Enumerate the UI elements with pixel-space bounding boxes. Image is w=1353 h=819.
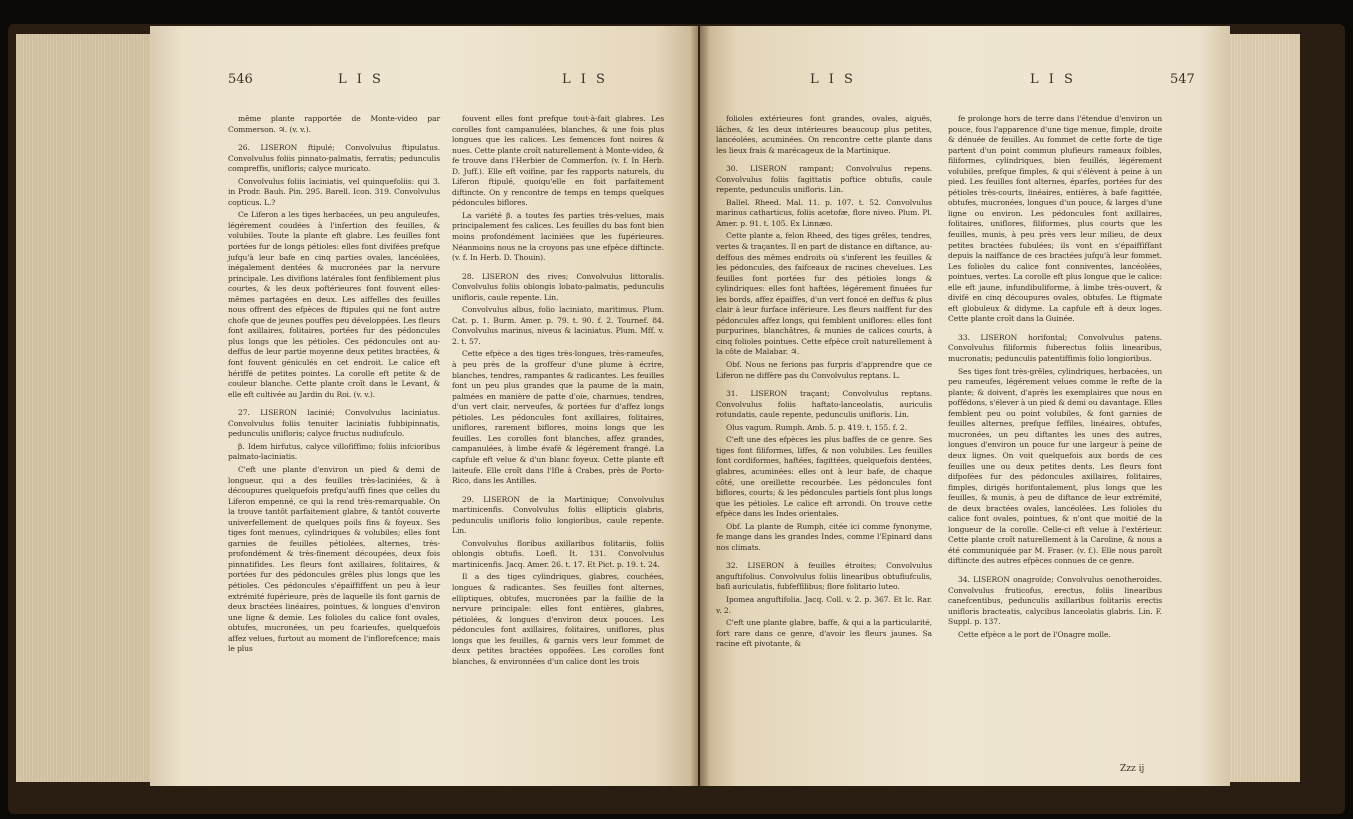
paragraph: Convolvulus albus, folio laciniato, maritimus. Plum. Cat. p. 1. Burm. Amer. p. 79. t. 90. f. 2. Tournef. 84. Convolvulus marinus, niveus & laciniatus. Plum. Mff. v. 2. t. 57. <box>452 305 664 346</box>
left-running-head-1: L I S <box>338 72 384 87</box>
right-running-head-2: L I S <box>1030 72 1076 87</box>
right-column-2 <box>948 114 1162 642</box>
paragraph: 28. LISERON des rives; Convolvulus littoralis. Convolvulus foliis oblongis lobato-palmatis, pedunculis unifloris, caule repente. Lin. <box>452 271 664 302</box>
signature-mark: Zzz ij <box>1120 764 1145 774</box>
paragraph: C'eft une plante d'environ un pied & demi de longueur, qui a des feuilles très-laciniées, & à découpures quelquefois prefqu'auffi fines que celles du Liferon empenné, ce qui la rend très-remarquable. On la trouve tantôt parfaitement glabre, & tantôt couverte univerfellement de quelques poils fins & foyeux. Ses tiges font menues, cylindriques & volubiles; elles font garnies de feuilles pétiolées, alternes, très-profondément & très-finement découpées, deux fois pinnatifides. Les fleurs font axillaires, folitaires, & portées fur des pédoncules grêles plus longs que les pétioles. Ces pédoncules s'épaiffiffent un peu à leur extrémité fupérieure, près de laquelle ils font garnis de deux bractées linéaires, pointues, & longues d'environ une ligne & demie. Les folioles du calice font ovales, obtufes, mucronées, un peu fcarieufes, quelquefois affez velues, furtout au moment de l'inflorefcence; mais le plus <box>228 464 440 654</box>
right-column-1 <box>716 114 932 652</box>
paragraph: folioles extérieures font grandes, ovales, aiguës, lâches, & les deux intérieures beaucoup plus petites, lancéolées, acuminées. On rencontre cette plante dans les lieux frais & marécageux de la Martinique. <box>716 114 932 155</box>
paragraph: Convolvulus floribus axillaribus folitariis, foliis oblongis obtufis. Loefl. It. 131. Convolvulus martinicenfis. Jacq. Amer. 26. t. 17. Et Pict. p. 19. t. 24. <box>452 538 664 569</box>
paragraph: 29. LISERON de la Martinique; Convolvulus martinicenfis. Convolvulus foliis ellipticis glabris, pedunculis unifloris folio longioribus, caule repente. Lin. <box>452 494 664 536</box>
paragraph: Cette efpèce a des tiges très-longues, très-rameufes, à peu près de la groffeur d'une plume à écrire, blanches, tendres, rampantes & radicantes. Les feuilles font un peu plus grandes que la paume de la main, palmées en manière de patte d'oie, charnues, tendres, d'un vert clair, nerveufes, & portées fur d'affez longs pétioles. Les pédoncules font axillaires, folitaires, uniflores, rarement biflores, moins longs que les feuilles. Les corolles font blanches, affez grandes, campanulées, à limbe évafé & légérement frangé. La capfule eft velue & d'un blanc foyeux. Cette plante eft laiteufe. Elle croît dans l'Ifle à Crabes, près de Porto-Rico, dans les Antilles. <box>452 349 664 486</box>
left-column-2 <box>452 114 664 669</box>
paragraph: même plante rapportée de Monte-video par Commerson. ♃. (v. v.). <box>228 114 440 134</box>
paragraph: fe prolonge hors de terre dans l'étendue d'environ un pouce, fous l'apparence d'une tige menue, fimple, droite & dénuée de feuilles. Au fommet de cette forte de tige partent d'un point commun plufieurs rameaux foibles, filiformes, cylindriques, bien feuillés, légérement volubiles, prefque fimples, & qui s'élèvent à peine à un pied. Les feuilles font alternes, éparfes, portées fur des pétioles très-courts, linéaires, entières, à bafe fagittée, obtufes, mucronées, longues d'un pouce, & larges d'une ligne ou environ. Les pédoncules font axillaires, folitaires, uniflores, filiformes, plus courts que les feuilles, munis, à peu près vers leur milieu, de deux petites bractées fubulées; ils vont en s'épaiffiffant depuis la naiffance de ces bractées jufqu'à leur fommet. Les folioles du calice font conniventes, lancéolées, pointues, vertes. La corolle eft plus longue que le calice: elle eft jaune, infundibuliforme, à limbe très-ouvert, & divifé en cinq découpures ovales, obtufes. Le ftigmate eft globuleux & didyme. La capfule eft à deux loges. Cette plante croît dans la Guinée. <box>948 114 1162 324</box>
paragraph: 30. LISERON rampant; Convolvulus repens. Convolvulus foliis fagittatis poftice obtufis, caule repente, pedunculis unifloris. Lin. <box>716 164 932 195</box>
paragraph: Obf. Nous ne ferions pas furpris d'apprendre que ce Liferon ne diffère pas du Convolvulus reptans. L. <box>716 360 932 380</box>
paragraph: La variété β. a toutes fes parties très-velues, mais principalement fes calices. Les feuilles du bas font bien moins profondément laciniées que les fupérieures. Néanmoins nous ne la croyons pas une efpèce diftincte. (v. f. In Herb. D. Thouin). <box>452 210 664 263</box>
left-page <box>150 26 698 786</box>
right-page-number: 547 <box>1170 72 1195 87</box>
left-column-1 <box>228 114 440 657</box>
paragraph: Ipomea anguftifolia. Jacq. Coll. v. 2. p. 367. Et Ic. Rar. v. 2. <box>716 594 932 615</box>
paragraph: β. Idem hirfutus, calyce villofiffimo; foliis infcioribus palmato-laciniatis. <box>228 441 440 462</box>
paragraph: 31. LISERON traçant; Convolvulus reptans. Convolvulus foliis haftato-lanceolatis, auriculis rotundatis, caule repente, pedunculis unifloris. Lin. <box>716 389 932 420</box>
paragraph: Ballel. Rheed. Mal. 11. p. 107. t. 52. Convolvulus marinus catharticus, foliis acetofæ, flore niveo. Plum. Pl. Amer. p. 91. t. 105. Ex Linnæo. <box>716 197 932 228</box>
paragraph: Olus vagum. Rumph. Amb. 5. p. 419. t. 155. f. 2. <box>726 422 907 432</box>
paragraph: 32. LISERON à feuilles étroites; Convolvulus anguftifolius. Convolvulus foliis linearibus obtufiufculis, bafi auriculatis, fubfeffilibus; flore folitario luteo. <box>716 561 932 592</box>
right-page <box>700 26 1230 786</box>
paragraph: Ses tiges font très-grêles, cylindriques, herbacées, un peu rameufes, légérement velues comme le refte de la plante; & doivent, d'après les exemplaires que nous en poffédons, s'élever à un pied & demi ou davantage. Elles femblent peu ou point volubiles, & font garnies de feuilles alternes, prefque feffiles, linéaires, obtufes, mucronées, un peu diftantes les unes des autres, longues d'environ un pouce fur une largeur à peine de deux lignes. On voit quelquefois aux bords de ces feuilles une ou deux petites dents. Les fleurs font difpofées fur des pédoncules axillaires, folitaires, fimples, dirigés horifontalement, plus longs que les feuilles, & munis, à peu de diftance de leur extrémité, de deux bractées ovales, lancéolées. Les folioles du calice font ovales, pointues, & n'ont que moitié de la longueur de la corolle. Celle-ci eft velue à l'extérieur. Cette plante croît naturellement à la Caroline, & nous a été communiquée par M. Fraser. (v. f.). Elle nous paroît diftincte des autres efpèces connues de ce genre. <box>948 366 1162 566</box>
paragraph: 34. LISERON onagroïde; Convolvulus oenotheroides. Convolvulus fruticofus, erectus, foliis linearibus canefcentibus, pedunculis axillaribus folitariis erectis unifloris bracteatis, calycibus lanceolatis glabris. Lin. F. Suppl. p. 137. <box>948 574 1162 627</box>
paragraph: C'eft une des efpèces les plus baffes de ce genre. Ses tiges font filiformes, liffes, & non volubiles. Les feuilles font cordiformes, haftées, fagittées, quelquefois dentées, glabres, acuminées: elles ont à leur bafe, de chaque côté, une oreillette recourbée. Les pédoncules font biflores, courts; & les pédoncules partiels font plus longs que les pétioles. Le calice eft arrondi. On trouve cette efpèce dans les Indes orientales. <box>716 435 932 519</box>
paragraph: fouvent elles font prefque tout-à-fait glabres. Les corolles font campanulées, blanches, & une fois plus longues que les calices. Les femences font noires & nues. Cette plante croît naturellement à Monte-video, & fe trouve dans l'Herbier de Commerfon. (v. f. In Herb. D. Juff.). Elle eft voifine, par fes rapports naturels, du Liferon ftipulé, quoiqu'elle en foit parfaitement diftincte. On y rencontre de temps en temps quelques pédoncules biflores. <box>452 114 664 208</box>
paragraph: C'eft une plante glabre, baffe, & qui a la particularité, fort rare dans ce genre, d'avoir les fleurs jaunes. Sa racine eft pivotante, & <box>716 618 932 649</box>
right-page-edges <box>1230 34 1300 782</box>
paragraph: Ce Liferon a les tiges herbacées, un peu anguleufes, légérement coudées à l'infertion des feuilles, & volubiles. Toute la plante eft glabre. Les feuilles font portées fur de longs pétioles: elles font divifées prefque jufqu'à leur bafe en cinq parties ovales, lancéolées, inégalement dentées & mucronées par la nervure principale. Les divifions latérales font fenfiblement plus courtes, & les deux poftérieures font fouvent elles-mêmes partagées en deux. Les aiffelles des feuilles nous offrent des efpèces de ftipules qui ne font autre chofe que de jeunes pouffes peu développées. Les fleurs font axillaires, folitaires, portées fur des pédoncules plus longs que les pétioles. Ces pédoncules ont au-deffus de leur partie moyenne deux petites bractées, & font fouvent géniculés en cet endroit. Le calice eft hériffé de petites pointes. La corolle eft petite & de couleur blanche. Cette plante croît dans le Levant, & elle eft cultivée au Jardin du Roi. (v. v.). <box>228 210 440 399</box>
paragraph: Obf. La plante de Rumph, citée ici comme fynonyme, fe mange dans les grandes Indes, comme l'Epinard dans nos climats. <box>716 521 932 552</box>
paragraph: 26. LISERON ftipulé; Convolvulus ftipulatus. Convolvulus foliis pinnato-palmatis, ferratis; pedunculis compreffis, unifloris; calyce muricato. <box>228 143 440 174</box>
paragraph: 33. LISERON horifontal; Convolvulus patens. Convolvulus filiformis fuberectus foliis linearibus, mucronatis; pedunculis patentiffimis folio longioribus. <box>948 332 1162 364</box>
book-gutter <box>690 26 710 786</box>
paragraph: Il a des tiges cylindriques, glabres, couchées, longues & radicantes. Ses feuilles font alternes, elliptiques, obtufes, mucronées par la faillie de la nervure principale: elles font entières, glabres, pétiolées, & longues d'environ deux pouces. Les pédoncules font axillaires, folitaires, uniflores, plus longs que les feuilles, & garnis vers leur fommet de deux petites bractées oppofées. Les corolles font blanches, & environnées d'un calice dont les trois <box>452 572 664 666</box>
paragraph: 27. LISERON lacinié; Convolvulus laciniatus. Convolvulus foliis tenuiter laciniatis fubbipinnatis, pedunculis unifloris; calyce fructus nudiufculo. <box>228 408 440 439</box>
left-page-edges <box>16 34 152 782</box>
paragraph: Cette efpèce a le port de l'Onagre molle. <box>958 629 1111 639</box>
paragraph: Convolvulus foliis laciniatis, vel quinquefoliis: qui 3. in Prodr. Bauh. Pin. 295. Barell. Icon. 319. Convolvulus copticus. L.? <box>228 176 440 207</box>
paragraph: Cette plante a, felon Rheed, des tiges grêles, tendres, vertes & traçantes. Il en part de distance en diftance, au-deffous des mêmes endroits où s'inferent les feuilles & les pédoncules, des faifceaux de racines chevelues. Les feuilles font portées fur des pétioles longs & cylindriques: elles font haftées, légérement finuées fur les bords, affez épaiffes, d'un vert foncé en deffus & plus clair à leur furface inférieure. Les fleurs naiffent fur des pédoncules affez longs, qui femblent uniflores: elles font purpurines, blanchâtres, & munies de calices courts, à cinq folioles pointues. Cette efpèce croît naturellement à la côte de Malabar. ♃. <box>716 231 932 357</box>
left-page-number: 546 <box>228 72 253 87</box>
left-running-head-2: L I S <box>562 72 608 87</box>
right-running-head-1: L I S <box>810 72 856 87</box>
